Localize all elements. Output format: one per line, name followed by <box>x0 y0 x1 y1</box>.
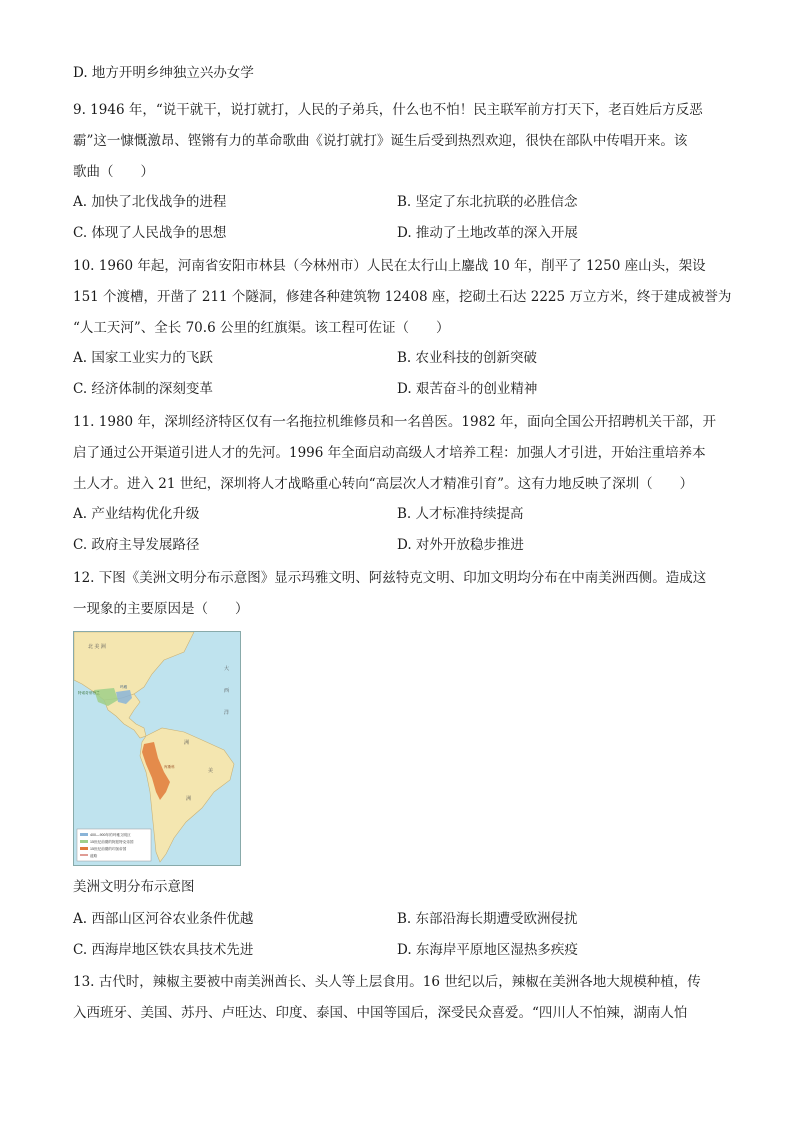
q10-stem-line1: 10. 1960 年起，河南省安阳市林县（今林州市）人民在太行山上鏖战 10 年，削平了 1250 座山头，架设 <box>73 258 706 274</box>
label-ocean-2: 西 <box>224 688 230 694</box>
q10-option-c[interactable]: C. 经济体制的深刻变革 <box>73 381 213 397</box>
q9-stem-line2: 霸”这一慷慨激昂、铿锵有力的革命歌曲《说打就打》诞生后受到热烈欢迎，很快在部队中传唱开来。该 <box>73 133 688 149</box>
legend-label-aztec: 15世纪前期的阿兹特克帝国 <box>90 840 134 844</box>
q11-option-d[interactable]: D. 对外开放稳步推进 <box>397 537 524 553</box>
label-south-america-2: 美 <box>208 768 214 774</box>
label-south-america-1: 洲 <box>184 740 190 746</box>
label-ocean-3: 洋 <box>224 710 230 716</box>
label-south-america-3: 洲 <box>186 796 192 802</box>
q12-option-c[interactable]: C. 西海岸地区铁农具技术先进 <box>73 942 254 958</box>
q12-option-a[interactable]: A. 西部山区河谷农业条件优越 <box>73 911 254 927</box>
legend-swatch-inca <box>80 847 88 850</box>
q11-stem-line2: 启了通过公开渠道引进人才的先河。1996 年全面启动高级人才培养工程：加强人才引进，开始注重培养本 <box>73 445 706 461</box>
q9-stem-line1: 9. 1946 年，“说干就干，说打就打，人民的子弟兵，什么也不怕！民主联军前方打天下，老百姓后方反恶 <box>73 102 703 118</box>
legend-label-inca: 15世纪前期的印加帝国 <box>90 847 127 851</box>
q12-stem-line1: 12. 下图《美洲文明分布示意图》显示玛雅文明、阿兹特克文明、印加文明均分布在中南美洲西侧。造成这 <box>73 570 707 586</box>
q11-option-b[interactable]: B. 人才标准持续提高 <box>397 506 524 522</box>
q9-stem-line3: 歌曲（ ） <box>73 164 154 180</box>
map-graphic <box>74 632 240 865</box>
q9-option-d[interactable]: D. 推动了土地改革的深入开展 <box>397 225 578 241</box>
q10-option-a[interactable]: A. 国家工业实力的飞跃 <box>73 350 213 366</box>
q11-option-c[interactable]: C. 政府主导发展路径 <box>73 537 200 553</box>
legend-swatch-maya <box>80 833 88 836</box>
label-inca: 库斯科 <box>164 765 175 769</box>
q11-option-a[interactable]: A. 产业结构优化升级 <box>73 506 200 522</box>
legend-label-road: 道路 <box>90 854 98 858</box>
label-ocean-1: 大 <box>224 666 230 672</box>
legend-swatch-aztec <box>80 840 88 843</box>
label-aztec: 特诺奇蒂特兰 <box>78 691 100 695</box>
label-maya: 玛雅 <box>120 685 128 689</box>
americas-civilization-map <box>73 631 241 866</box>
q9-option-c[interactable]: C. 体现了人民战争的思想 <box>73 225 227 241</box>
map-caption: 美洲文明分布示意图 <box>73 879 195 895</box>
q11-stem-line1: 11. 1980 年，深圳经济特区仅有一名拖拉机维修员和一名兽医。1982 年，面向全国公开招聘机关干部，开 <box>73 414 717 430</box>
q10-option-d[interactable]: D. 艰苦奋斗的创业精神 <box>397 381 538 397</box>
q12-option-b[interactable]: B. 东部沿海长期遭受欧洲侵扰 <box>397 911 578 927</box>
q9-option-a[interactable]: A. 加快了北伐战争的进程 <box>73 194 227 210</box>
q13-stem-line1: 13. 古代时，辣椒主要被中南美洲酋长、头人等上层食用。16 世纪以后，辣椒在美洲各地大规模种植，传 <box>73 974 701 990</box>
legend-label-maya: 400—900年的玛雅文明区 <box>90 833 131 837</box>
label-north-america: 北 美 洲 <box>88 644 106 650</box>
q8-option-d: D. 地方开明乡绅独立兴办女学 <box>73 65 254 81</box>
q12-option-d[interactable]: D. 东海岸平原地区湿热多疾疫 <box>397 942 578 958</box>
q11-stem-line3: 土人才。进入 21 世纪，深圳将人才战略重心转向“高层次人才精准引育”。这有力地反映了深圳（ ） <box>73 476 694 492</box>
q10-stem-line2: 151 个渡槽，开凿了 211 个隧洞，修建各种建筑物 12408 座，挖砌土石达 2225 万立方米，终于建成被誉为 <box>73 289 732 305</box>
q12-stem-line2: 一现象的主要原因是（ ） <box>73 601 249 617</box>
q13-stem-line2: 入西班牙、美国、苏丹、卢旺达、印度、泰国、中国等国后，深受民众喜爱。“四川人不怕辣，湖南人怕 <box>73 1005 688 1021</box>
q10-option-b[interactable]: B. 农业科技的创新突破 <box>397 350 538 366</box>
q10-stem-line3: “人工天河”、全长 70.6 公里的红旗渠。该工程可佐证（ ） <box>73 320 450 336</box>
q9-option-b[interactable]: B. 坚定了东北抗联的必胜信念 <box>397 194 578 210</box>
